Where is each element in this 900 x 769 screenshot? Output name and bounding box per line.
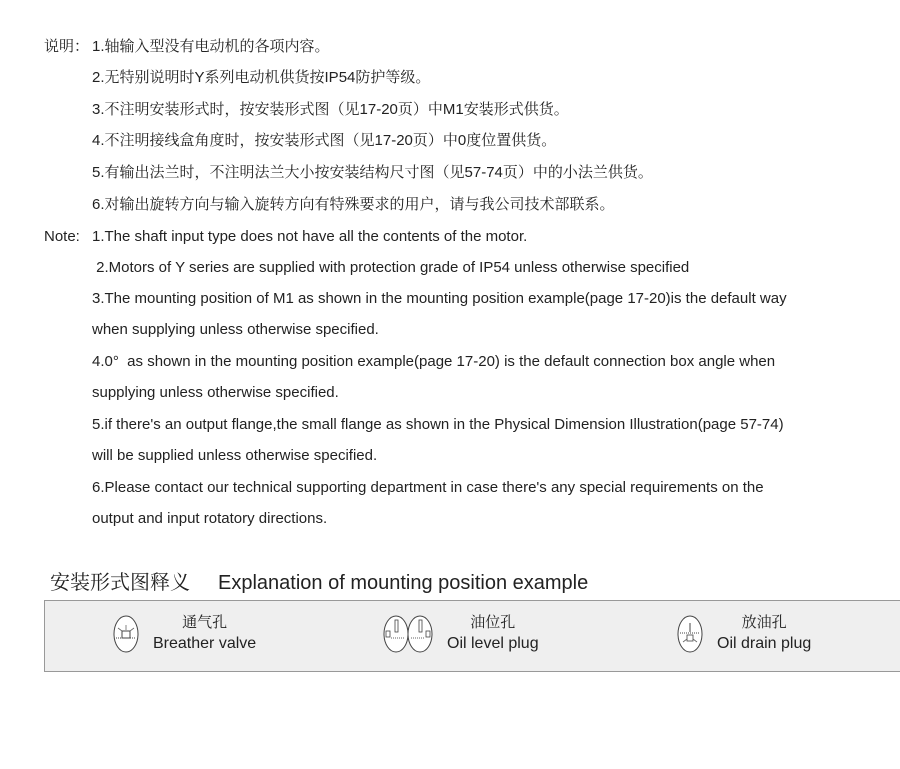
note-zh-1: 1.轴输入型没有电动机的各项内容。 — [92, 38, 330, 55]
legend-label-zh: 油位孔 — [470, 614, 516, 631]
note-en-line: 1.The shaft input type does not have all the contents of the motor. — [92, 228, 528, 245]
note-en-line: supplying unless otherwise specified. — [92, 384, 339, 401]
note-en-line: when supplying unless otherwise specified. — [92, 321, 379, 338]
note-en-line: will be supplied unless otherwise specified. — [92, 447, 378, 464]
section-title-zh: 安装形式图释义 — [50, 572, 190, 594]
notes-en-label: Note: — [44, 228, 80, 245]
breather-valve-icon — [113, 614, 139, 654]
legend-label-zh: 通气孔 — [182, 614, 228, 631]
note-en-line: 3.The mounting position of M1 as shown in the mounting position example(page 17-20)is the default way — [92, 290, 787, 307]
legend-label-en: Oil level plug — [447, 635, 539, 652]
legend-item-oil-level-plug — [383, 613, 539, 655]
legend-label-zh: 放油孔 — [741, 614, 787, 631]
note-zh-2: 2.无特别说明时Y系列电动机供货按IP54防护等级。 — [92, 69, 431, 86]
oil-drain-plug-icon — [677, 614, 703, 654]
legend-item-breather-valve — [113, 613, 256, 655]
note-en-line: output and input rotatory directions. — [92, 510, 328, 527]
note-zh-5: 5.有输出法兰时，不注明法兰大小按安装结构尺寸图（见57-74页）中的小法兰供货。 — [92, 164, 653, 181]
legend-label-en: Oil drain plug — [717, 635, 812, 652]
oil-level-plug-icon — [383, 614, 433, 654]
notes-zh-label: 说明： — [44, 38, 90, 55]
note-en-line: 4.0° as shown in the mounting position example(page 17-20) is the default connection box angle when — [92, 353, 776, 370]
note-zh-6: 6.对输出旋转方向与输入旋转方向有特殊要求的用户，请与我公司技术部联系。 — [92, 196, 615, 213]
legend-item-oil-drain-plug — [677, 613, 811, 655]
legend-box — [44, 600, 900, 672]
section-title — [50, 566, 588, 595]
note-en-line: 2.Motors of Y series are supplied with protection grade of IP54 unless otherwise specified — [92, 259, 690, 276]
section-title-en: Explanation of mounting position example — [218, 572, 589, 594]
legend-label-en: Breather valve — [153, 635, 257, 652]
note-zh-4: 4.不注明接线盒角度时，按安装形式图（见17-20页）中0度位置供货。 — [92, 132, 557, 149]
note-en-line: 6.Please contact our technical supporting department in case there's any special requirements on the — [92, 479, 764, 496]
note-en-line: 5.if there's an output flange,the small flange as shown in the Physical Dimension Illustration(page 57-74) — [92, 416, 784, 433]
note-zh-3: 3.不注明安装形式时，按安装形式图（见17-20页）中M1安装形式供货。 — [92, 101, 569, 118]
